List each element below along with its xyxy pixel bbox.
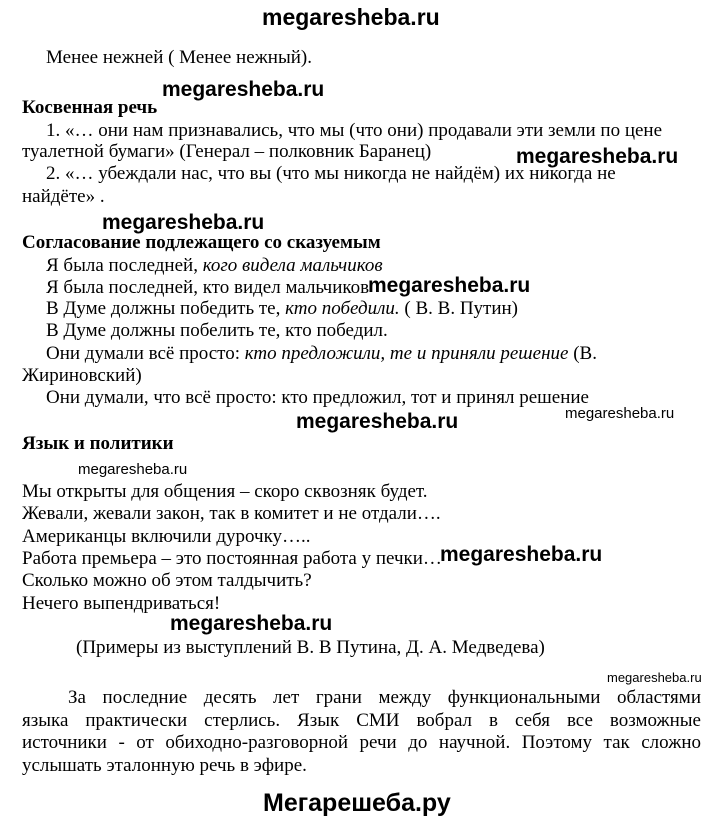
heading-indirect-speech: Косвенная речь — [22, 97, 158, 118]
watermark: megaresheba.ru — [78, 461, 188, 478]
watermark: megaresheba.ru — [170, 612, 333, 635]
example-plain: В Думе должны победить те, — [46, 298, 286, 319]
text-line: 1. «… они нам признавались, что мы (что они) продавали эти земли по цене — [46, 120, 663, 141]
quote-line: Нечего выпендриваться! — [22, 593, 221, 614]
example-line — [46, 343, 597, 365]
watermark: megaresheba.ru — [440, 543, 603, 566]
example-italic: кто победили. — [285, 298, 400, 319]
quote-line: Жевали, жевали закон, так в комитет и не отдали…. — [22, 503, 441, 524]
example-attribution: ( В. В. Путин) — [399, 298, 519, 319]
text-line: найдёте» . — [22, 186, 105, 207]
watermark-top: megaresheba.ru — [262, 4, 440, 30]
heading-agreement: Согласование подлежащего со сказуемым — [22, 232, 381, 253]
watermark: megaresheba.ru — [607, 670, 702, 685]
quote-line: Сколько можно об этом талдычить? — [22, 570, 312, 591]
intro-line: Менее нежней ( Менее нежный). — [46, 47, 312, 68]
heading-language-politicians: Язык и политики — [22, 433, 174, 454]
footer-watermark: Мегарешеба.ру — [263, 789, 451, 817]
example-line: Я была последней, кто видел мальчиков — [46, 277, 370, 298]
quote-line: Работа премьера – это постоянная работа у печки… — [22, 548, 442, 569]
example-italic: кто предложили, те и приняли решение — [244, 343, 569, 364]
quote-line: Американцы включили дурочку….. — [22, 526, 311, 547]
paragraph-line: источники - от обиходно-разговорной речи до научной. Поэтому так сложно — [22, 732, 701, 753]
example-italic: кого видела мальчиков — [202, 255, 383, 276]
paragraph-line: услышать эталонную речь в эфире. — [22, 755, 307, 776]
example-line: В Думе должны побелить те, кто победил. — [46, 320, 388, 341]
example-line — [46, 298, 518, 320]
quote-line: Мы открыты для общения – скоро сквозняк будет. — [22, 481, 428, 502]
example-line: Жириновский) — [22, 365, 142, 386]
text-line: туалетной бумаги» (Генерал – полковник Баранец) — [22, 141, 432, 162]
paragraph-line: языка практически стерлись. Язык СМИ вобрал в себя все возможные — [22, 710, 701, 731]
example-attribution: (В. — [568, 343, 597, 364]
text-line: 2. «… убеждали нас, что вы (что мы никогда не найдём) их никогда не — [46, 163, 616, 184]
watermark: megaresheba.ru — [565, 405, 675, 422]
paragraph-line: За последние десять лет грани между функциональными областями — [68, 687, 701, 708]
quote-source: (Примеры из выступлений В. В Путина, Д. А. Медведева) — [76, 637, 545, 658]
watermark: megaresheba.ru — [162, 78, 325, 101]
example-line: Они думали, что всё просто: кто предложил, тот и принял решение — [46, 387, 589, 408]
watermark: megaresheba.ru — [368, 274, 531, 297]
example-line — [46, 255, 383, 277]
watermark: megaresheba.ru — [516, 145, 679, 168]
watermark: megaresheba.ru — [102, 211, 265, 234]
example-plain: Я была последней, — [46, 255, 203, 276]
watermark: megaresheba.ru — [296, 410, 459, 433]
example-plain: Они думали всё просто: — [46, 343, 245, 364]
